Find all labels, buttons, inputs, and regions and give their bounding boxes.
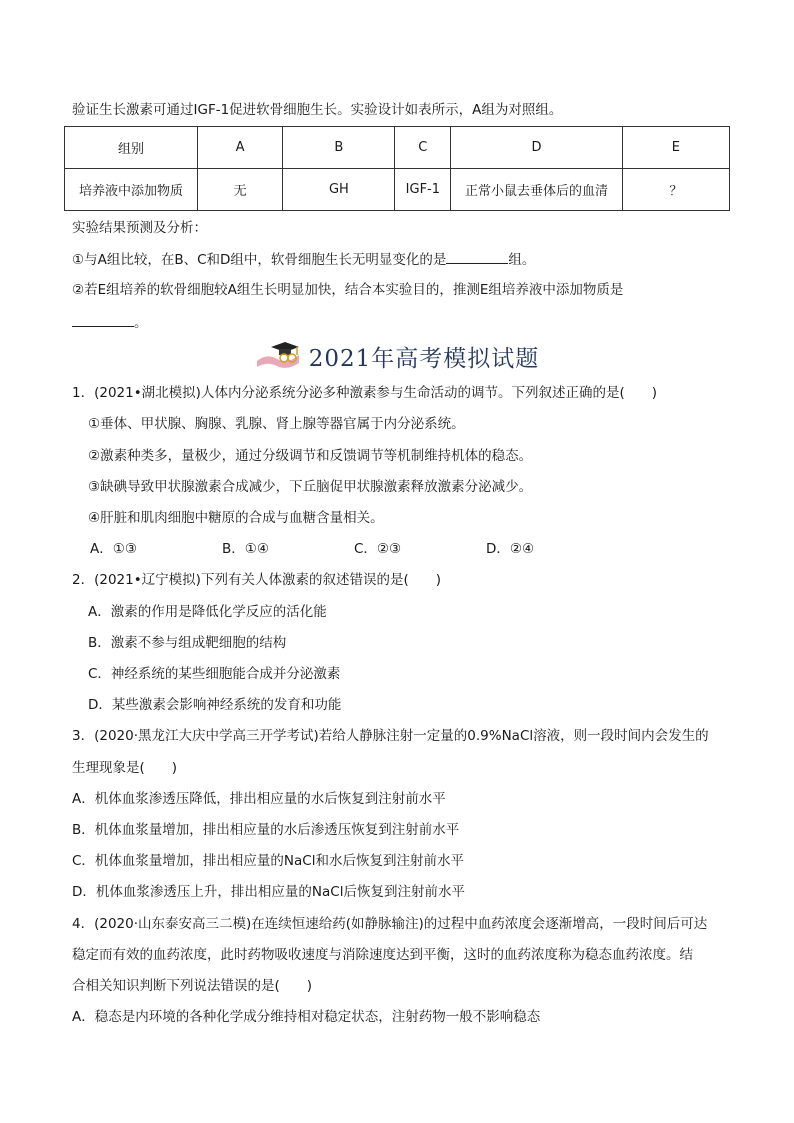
q2-option-b: B．激素不参与组成靶细胞的结构: [88, 635, 287, 651]
section-heading: [0, 340, 794, 373]
q1-option-a: A．①③: [90, 541, 137, 557]
table-cell: ？: [622, 169, 729, 211]
answer-blank: [446, 249, 508, 264]
table-cell: 正常小鼠去垂体后的血清: [451, 169, 623, 211]
q2-stem: 2．(2021•辽宁模拟)下列有关人体激素的叙述错误的是( ): [72, 572, 441, 588]
table-cell: 培养液中添加物质: [65, 169, 198, 211]
section-title: 2021年高考模拟试题: [308, 346, 540, 372]
graduation-cap-icon: [255, 341, 301, 373]
table-cell: E: [622, 127, 729, 169]
table-cell: B: [283, 127, 395, 169]
question-a1-text: ①与A组比较，在B、C和D组中，软骨细胞生长无明显变化的是: [72, 252, 447, 268]
q3-stem-line1: 3．(2020·黑龙江大庆中学高三开学考试)若给人静脉注射一定量的0.9%NaCl溶液，则一段时间内会发生的: [72, 728, 709, 744]
q3-stem-line2: 生理现象是( ): [72, 760, 178, 776]
q1-options: [90, 539, 618, 559]
q2-option-d: D．某些激素会影响神经系统的发育和功能: [88, 697, 342, 713]
q1-item: ①垂体、甲状腺、胸腺、乳腺、肾上腺等器官属于内分泌系统。: [88, 416, 465, 432]
q1-stem: 1．(2021•湖北模拟)人体内分泌系统分泌多种激素参与生命活动的调节。下列叙述正确的是( ): [72, 385, 657, 401]
table-cell: 组别: [65, 127, 198, 169]
table-cell: IGF-1: [395, 169, 451, 211]
q4-stem-line3: 合相关知识判断下列说法错误的是( ): [72, 978, 313, 994]
table-cell: D: [451, 127, 623, 169]
question-a2-suffix: 。: [134, 315, 148, 331]
table-cell: 无: [197, 169, 282, 211]
q1-item: ④肝脏和肌肉细胞中糖原的合成与血糖含量相关。: [88, 510, 384, 526]
q2-option-a: A．激素的作用是降低化学反应的活化能: [88, 604, 327, 620]
q3-option-d: D．机体血浆渗透压上升，排出相应量的NaCl后恢复到注射前水平: [72, 884, 465, 900]
q2-option-c: C．神经系统的某些细胞能合成并分泌激素: [88, 666, 341, 682]
q4-stem-line1: 4．(2020·山东泰安高三二模)在连续恒速给药(如静脉输注)的过程中血药浓度会逐渐增高，一段时间后可达: [72, 916, 708, 932]
experiment-table: [64, 126, 730, 211]
analysis-title: 实验结果预测及分析：: [72, 220, 207, 236]
question-a2-answer: [72, 312, 148, 333]
q3-option-b: B．机体血浆量增加，排出相应量的水后渗透压恢复到注射前水平: [72, 822, 460, 838]
q1-option-c: C．②③: [354, 541, 402, 557]
question-a1-suffix: 组。: [508, 252, 536, 268]
q1-option-d: D．②④: [486, 541, 535, 557]
question-a2: ②若E组培养的软骨细胞较A组生长明显加快，结合本实验目的，推测E组培养液中添加物质是: [72, 282, 624, 298]
question-a1: [72, 249, 535, 270]
q1-item: ②激素种类多，量极少，通过分级调节和反馈调节等机制维持机体的稳态。: [88, 448, 533, 464]
q3-option-c: C．机体血浆量增加，排出相应量的NaCl和水后恢复到注射前水平: [72, 853, 464, 869]
q4-option-a: A．稳态是内环境的各种化学成分维持相对稳定状态，注射药物一般不影响稳态: [72, 1009, 541, 1025]
table-cell: A: [197, 127, 282, 169]
table-cell: GH: [283, 169, 395, 211]
q3-option-a: A．机体血浆渗透压降低，排出相应量的水后恢复到注射前水平: [72, 791, 446, 807]
q4-stem-line2: 稳定而有效的血药浓度，此时药物吸收速度与消除速度达到平衡，这时的血药浓度称为稳态血药浓度。结: [72, 947, 693, 963]
table-cell: C: [395, 127, 451, 169]
table-row: [65, 169, 730, 211]
q1-item: ③缺碘导致甲状腺激素合成减少，下丘脑促甲状腺激素释放激素分泌减少。: [88, 479, 533, 495]
answer-blank: [72, 312, 134, 327]
q1-option-b: B．①④: [222, 541, 269, 557]
intro-text: 验证生长激素可通过IGF-1促进软骨细胞生长。实验设计如表所示，A组为对照组。: [72, 102, 563, 118]
table-header-row: [65, 127, 730, 169]
